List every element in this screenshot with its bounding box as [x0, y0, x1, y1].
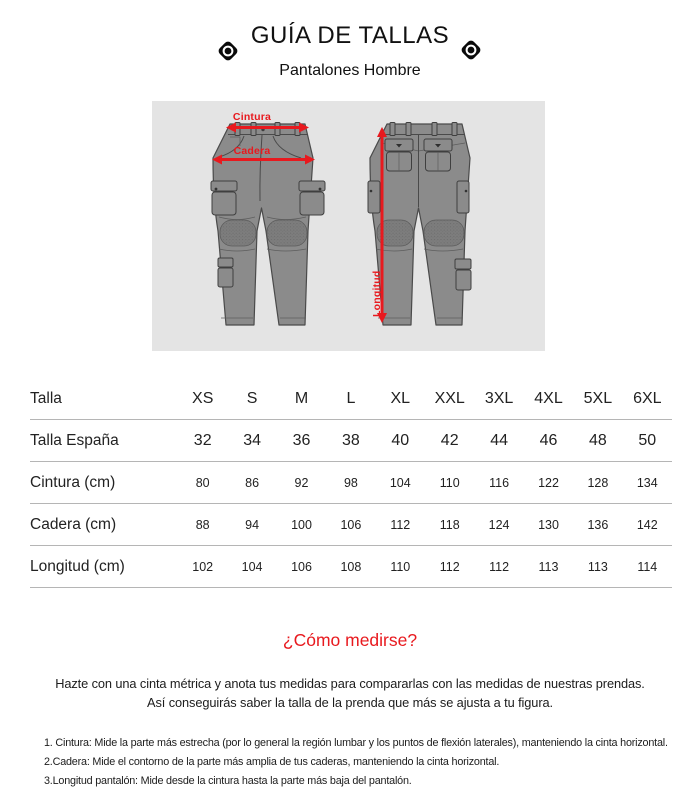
table-cell: 142	[636, 517, 658, 532]
table-cell: 112	[489, 559, 510, 574]
table-cell: 42	[440, 431, 459, 449]
measure-steps	[44, 734, 700, 791]
front-right-knee-patch	[267, 220, 307, 246]
waist-label: Cintura	[232, 111, 272, 123]
table-cell: 106	[340, 517, 362, 532]
table-cell: 118	[439, 517, 460, 532]
pants-illustration	[152, 101, 545, 351]
table-cell: 38	[341, 431, 360, 449]
table-row-cintura	[30, 462, 672, 504]
pants-measurement-diagram	[152, 101, 545, 351]
table-cell: 136	[587, 517, 609, 532]
page-title: GUÍA DE TALLAS	[250, 22, 450, 49]
front-right-cargo-pocket	[299, 181, 325, 215]
page-subtitle: Pantalones Hombre	[279, 62, 421, 79]
table-cell: 106	[291, 559, 312, 574]
table-cell: XL	[390, 389, 411, 407]
table-cell: 86	[245, 475, 260, 490]
step-cadera: 2.Cadera: Mide el contorno de la parte más amplia de tus caderas, manteniendo la cinta horizontal.	[44, 756, 500, 768]
front-left-cargo-pocket	[211, 181, 237, 215]
brand-diamond-icon-right	[459, 38, 483, 62]
table-row-cadera	[30, 504, 672, 546]
table-cell: 110	[439, 475, 460, 490]
table-cell: 4XL	[534, 389, 563, 407]
measure-intro	[0, 674, 700, 712]
table-cell: 80	[195, 475, 210, 490]
table-cell: 112	[439, 559, 460, 574]
table-cell: 32	[193, 431, 212, 449]
table-row-talla-espana	[30, 420, 672, 462]
row-label: Longitud (cm)	[30, 557, 125, 575]
table-cell: 104	[241, 559, 263, 574]
table-cell: 134	[636, 475, 658, 490]
table-cell: 116	[489, 475, 510, 490]
back-right-pocket	[424, 139, 452, 171]
row-label: Talla España	[30, 431, 119, 449]
table-cell: 130	[538, 517, 559, 532]
table-cell: 40	[391, 431, 410, 449]
back-right-side-pocket	[457, 181, 469, 213]
table-cell: 44	[490, 431, 508, 449]
row-label: Cadera (cm)	[30, 515, 117, 533]
back-right-calf-pocket	[455, 259, 471, 290]
step-longitud: 3.Longitud pantalón: Mide desde la cintura hasta la parte más baja del pantalón.	[44, 775, 412, 787]
table-cell: XS	[192, 389, 214, 407]
table-cell: 124	[488, 517, 510, 532]
back-right-knee-patch	[424, 220, 464, 246]
table-cell: XXL	[434, 389, 465, 407]
table-cell: 114	[637, 559, 658, 574]
table-cell: 36	[292, 431, 311, 449]
table-cell: L	[346, 389, 356, 407]
table-cell: 3XL	[484, 389, 514, 407]
table-cell: 104	[389, 475, 411, 490]
table-cell: 112	[390, 517, 411, 532]
table-cell: 108	[340, 559, 362, 574]
table-cell: 92	[294, 475, 309, 490]
table-cell: 113	[587, 559, 608, 574]
hip-label: Cadera	[233, 145, 271, 157]
table-cell: 122	[538, 475, 559, 490]
table-cell: 100	[291, 517, 312, 532]
table-cell: 98	[343, 475, 358, 490]
table-cell: M	[294, 389, 309, 407]
front-left-knee-patch	[220, 220, 256, 246]
table-cell: 128	[587, 475, 609, 490]
table-row-talla	[30, 378, 672, 420]
header	[0, 0, 700, 80]
table-cell: 50	[638, 431, 657, 449]
table-cell: S	[246, 389, 258, 407]
intro-line-1: Hazte con una cinta métrica y anota tus medidas para compararlas con las medidas de nuestras prendas.	[55, 676, 645, 691]
step-cintura: 1. Cintura: Mide la parte más estrecha (por lo general la región lumbar y los puntos de flexión laterales), manteniendo la cinta horizontal.	[44, 737, 668, 749]
front-left-calf-pocket	[218, 258, 233, 287]
how-to-measure-heading: ¿Cómo medirse?	[282, 630, 418, 650]
table-cell: 88	[195, 517, 210, 532]
length-label: Longitud	[371, 270, 383, 317]
table-cell: 34	[243, 431, 261, 449]
row-label: Talla	[30, 389, 62, 407]
table-cell: 5XL	[583, 389, 613, 407]
how-to-measure-section	[0, 630, 700, 791]
brand-diamond-icon-left	[216, 39, 240, 63]
table-row-longitud	[30, 546, 672, 588]
back-left-pocket	[385, 139, 413, 171]
table-cell: 113	[538, 559, 559, 574]
row-label: Cintura (cm)	[30, 473, 116, 491]
intro-line-2: Así conseguirás saber la talla de la prenda que más se ajusta a tu figura.	[147, 695, 553, 710]
table-cell: 6XL	[633, 389, 662, 407]
back-left-side-pocket	[368, 181, 380, 213]
table-cell: 48	[588, 431, 607, 449]
table-cell: 46	[539, 431, 558, 449]
table-cell: 102	[192, 559, 214, 574]
table-cell: 94	[245, 517, 260, 532]
size-table	[30, 378, 672, 588]
table-cell: 110	[390, 559, 411, 574]
